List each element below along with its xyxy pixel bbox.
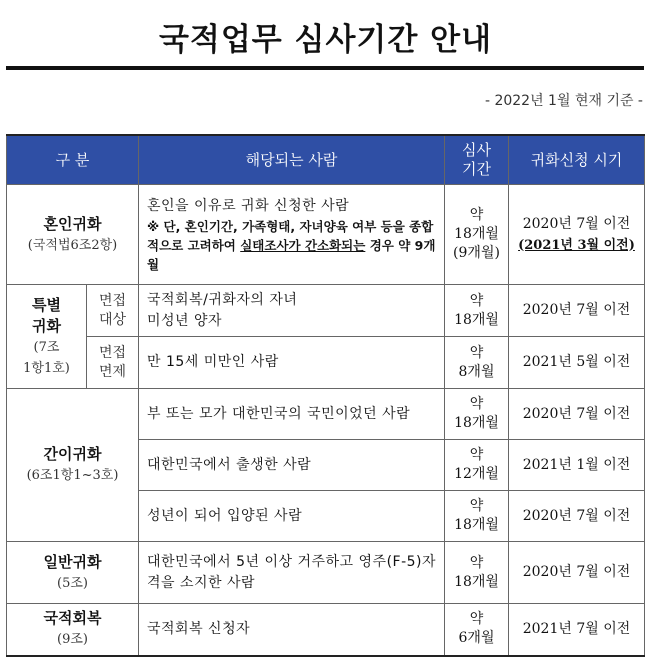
period-cell: 약 18개월 <box>445 542 509 604</box>
page-title: 국적업무 심사기간 안내 <box>158 22 493 58</box>
table-row <box>7 285 645 337</box>
period-cell: 약 8개월 <box>445 337 509 389</box>
table-row <box>7 337 645 389</box>
title-divider <box>6 66 644 70</box>
category-name: 간이귀화 <box>43 445 102 463</box>
timing-cell: 2021년 7월 이전 <box>509 604 645 656</box>
period-cell: 약 18개월 <box>445 285 509 337</box>
period-cell: 약 18개월 <box>445 491 509 542</box>
category-name: 일반귀화 <box>43 552 102 571</box>
timing-cell: 2020년 7월 이전 <box>509 542 645 604</box>
timing-cell: 2020년 7월 이전 <box>509 285 645 337</box>
period-cell: 약 6개월 <box>445 604 509 656</box>
target-cell: 성년이 되어 입양된 사람 <box>139 491 445 542</box>
period-cell: 약 12개월 <box>445 440 509 491</box>
review-period-table <box>6 134 645 657</box>
timing-cell: 2020년 7월 이전 <box>509 491 645 542</box>
exception-note: ※ 단, 혼인기간, 가족형태, 자녀양육 여부 등을 종합적으로 고려하여 실태조사가 간소화되는 경우 약 9개월 <box>147 218 436 272</box>
category-cell <box>7 285 87 389</box>
target-cell: 만 15세 미만인 사람 <box>139 337 445 389</box>
target-cell: 국적회복 신청자 <box>139 604 445 656</box>
table-row <box>7 542 645 604</box>
reference-date: - 2022년 1월 현재 기준 - <box>484 93 643 109</box>
target-cell <box>139 185 445 285</box>
period-cell: 약 18개월 <box>445 389 509 440</box>
header-target: 해당되는 사람 <box>139 135 445 185</box>
header-period: 심사 기간 <box>445 135 509 185</box>
category-name: 특별 귀화 <box>32 295 61 335</box>
category-cell <box>7 542 139 604</box>
timing-cell: 2021년 1월 이전 <box>509 440 645 491</box>
timing-cell: 2020년 7월 이전 <box>509 389 645 440</box>
law-reference: (6조1항1~3호) <box>26 468 119 483</box>
target-cell: 대한민국에서 출생한 사람 <box>139 440 445 491</box>
category-cell <box>7 389 139 542</box>
category-name: 국적회복 <box>43 609 102 628</box>
timing-text: 2020년 7월 이전 <box>522 215 631 232</box>
law-reference: (9조) <box>57 632 88 648</box>
target-text: 혼인을 이유로 귀화 신청한 사람 <box>147 197 350 214</box>
table-header-row <box>7 135 645 185</box>
category-cell <box>7 185 139 285</box>
category-name: 혼인귀화 <box>43 214 102 233</box>
table-row <box>7 185 645 285</box>
category-cell <box>7 604 139 656</box>
subcategory-cell: 면접 대상 <box>87 285 139 337</box>
target-cell: 국적회복/귀화자의 자녀 미성년 양자 <box>139 285 445 337</box>
law-reference: (5조) <box>57 575 88 591</box>
header-category: 구 분 <box>7 135 139 185</box>
table-row <box>7 604 645 656</box>
law-reference: (7조 1항1호) <box>23 339 70 376</box>
period-cell: 약 18개월 (9개월) <box>445 185 509 285</box>
table-row <box>7 389 645 440</box>
target-cell: 대한민국에서 5년 이상 거주하고 영주(F-5)자격을 소지한 사람 <box>139 542 445 604</box>
timing-cell: 2021년 5월 이전 <box>509 337 645 389</box>
subcategory-cell: 면접 면제 <box>87 337 139 389</box>
timing-note: (2021년 3월 이전) <box>518 237 635 253</box>
timing-cell <box>509 185 645 285</box>
header-timing: 귀화신청 시기 <box>509 135 645 185</box>
target-cell: 부 또는 모가 대한민국의 국민이었던 사람 <box>139 389 445 440</box>
law-reference: (국적법6조2항) <box>27 237 118 253</box>
